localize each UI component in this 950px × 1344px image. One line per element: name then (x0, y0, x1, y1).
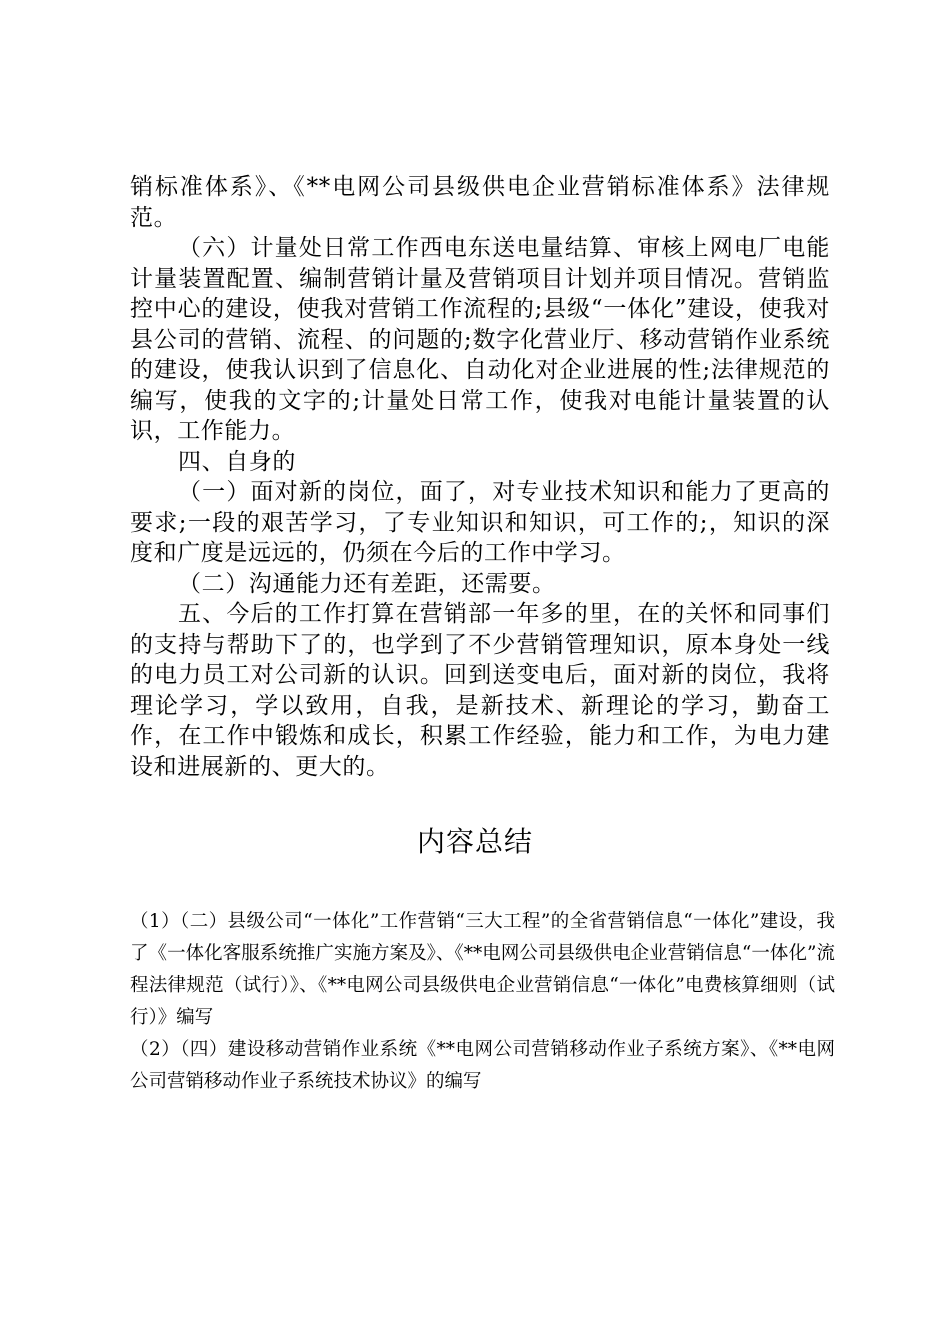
paragraph-future-plan: 五、今后的工作打算在营销部一年多的里，在的关怀和同事们的支持与帮助下了的，也学到了不少营销管理知识，原本身处一线的电力员工对公司新的认识。回到送变电后，面对新的岗位，我将理论学习，学以致用，自我，是新技术、新理论的学习，勤奋工作，在工作中锻炼和成长，积累工作经验，能力和工作，为电力建设和进展新的、更大的。 (130, 601, 830, 780)
summary-item: （1）（二）县级公司“一体化”工作营销“三大工程”的全省营销信息“一体化”建设，我了《一体化客服系统推广实施方案及》、《**电网公司县级供电企业营销信息“一体化”流程法律规范（试行）》、《**电网公司县级供电企业营销信息“一体化”电费核算细则（试行）》编写 (130, 911, 835, 1028)
summary-title: 内容总结 (416, 825, 533, 858)
paragraph-communication: （二）沟通能力还有差距，还需要。 (178, 570, 556, 597)
summary-item: （2）（四）建设移动营销作业系统《**电网公司营销移动作业子系统方案》、《**电网公司营销移动作业子系统技术协议》的编写 (130, 1039, 835, 1092)
summary-list (130, 906, 835, 1098)
section-heading-self: 四、自身的 (178, 448, 296, 475)
document-body (130, 172, 830, 782)
paragraph-continuation: 销标准体系》、《**电网公司县级供电企业营销标准体系》法律规范。 (130, 174, 830, 231)
paragraph-metering-work: （六）计量处日常工作西电东送电量结算、审核上网电厂电能计量装置配置、编制营销计量及营销项目计划并项目情况。营销监控中心的建设，使我对营销工作流程的;县级“一体化”建设，使我对县公司的营销、流程、的问题的;数字化营业厅、移动营销作业系统的建设，使我认识到了信息化、自动化对企业进展的性;法律规范的编写，使我的文字的;计量处日常工作，使我对电能计量装置的认识，工作能力。 (130, 235, 830, 444)
paragraph-new-position: （一）面对新的岗位，面了，对专业技术知识和能力了更高的要求;一段的艰苦学习，了专业知识和知识，可工作的;，知识的深度和广度是远远的，仍须在今后的工作中学习。 (130, 479, 830, 566)
